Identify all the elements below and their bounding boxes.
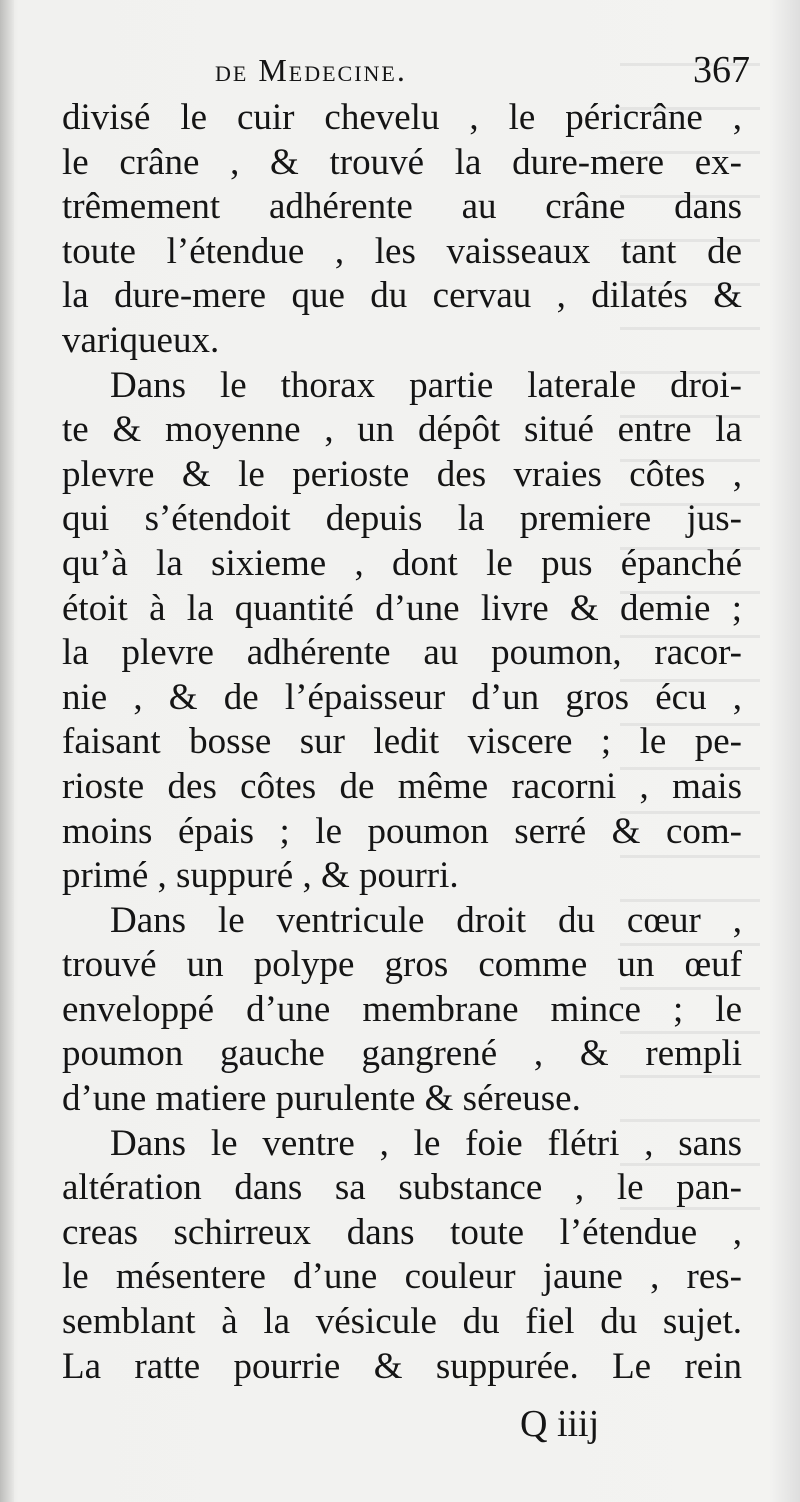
- paragraph-start-line: Dans le ventre , le foie flétri , sans: [110, 1122, 742, 1164]
- page-header: [215, 44, 750, 94]
- text-line: semblant à la vésicule du fiel du sujet.: [62, 1301, 742, 1343]
- text-line: plevre & le perioste des vraies côtes ,: [62, 453, 742, 495]
- page-number: 367: [693, 49, 750, 91]
- text-line: toute l’étendue , les vaisseaux tant de: [62, 230, 742, 272]
- signature-mark: Q iiij: [520, 1403, 600, 1445]
- text-line: divisé le cuir chevelu , le péricrâne ,: [62, 97, 742, 138]
- page-binding-shadow: [0, 0, 14, 1502]
- text-line: faisant bosse sur ledit viscere ; le pe-: [62, 721, 742, 763]
- text-line: qui s’étendoit depuis la premiere jus-: [62, 498, 742, 540]
- text-line: altération dans sa substance , le pan-: [62, 1167, 742, 1209]
- text-line: nie , & de l’épaisseur d’un gros écu ,: [62, 676, 742, 718]
- text-line: rioste des côtes de même racorni , mais: [62, 765, 742, 807]
- text-line: la dure-mere que du cervau , dilatés &: [62, 275, 742, 317]
- text-line: creas schirreux dans toute l’étendue ,: [62, 1211, 742, 1253]
- text-line: te & moyenne , un dépôt situé entre la: [62, 409, 742, 451]
- text-line: primé , suppuré , & pourri.: [62, 855, 459, 897]
- text-line: variqueux.: [62, 319, 220, 361]
- running-title: de Medecine.: [215, 52, 407, 88]
- text-line: moins épais ; le poumon serré & com-: [62, 810, 742, 852]
- text-line: d’une matiere purulente & séreuse.: [62, 1078, 581, 1120]
- text-line: la plevre adhérente au poumon, racor-: [62, 632, 742, 674]
- text-line: qu’à la sixieme , dont le pus épanché: [62, 542, 742, 584]
- paragraph-start-line: Dans le thorax partie laterale droi-: [110, 364, 742, 406]
- text-line: La ratte pourrie & suppurée. Le rein: [62, 1345, 742, 1387]
- text-line: le crâne , & trouvé la dure-mere ex-: [62, 141, 742, 183]
- text-line: étoit à la quantité d’une livre & demie ;: [62, 587, 742, 629]
- text-line: poumon gauche gangrené , & rempli: [62, 1033, 742, 1075]
- text-line: enveloppé d’une membrane mince ; le: [62, 988, 742, 1030]
- paragraph-start-line: Dans le ventricule droit du cœur ,: [110, 899, 742, 941]
- text-line: trouvé un polype gros comme un œuf: [62, 944, 742, 986]
- body-text: [62, 96, 742, 1389]
- text-line: le mésentere d’une couleur jaune , res-: [62, 1256, 742, 1298]
- text-line: trêmement adhérente au crâne dans: [62, 186, 742, 228]
